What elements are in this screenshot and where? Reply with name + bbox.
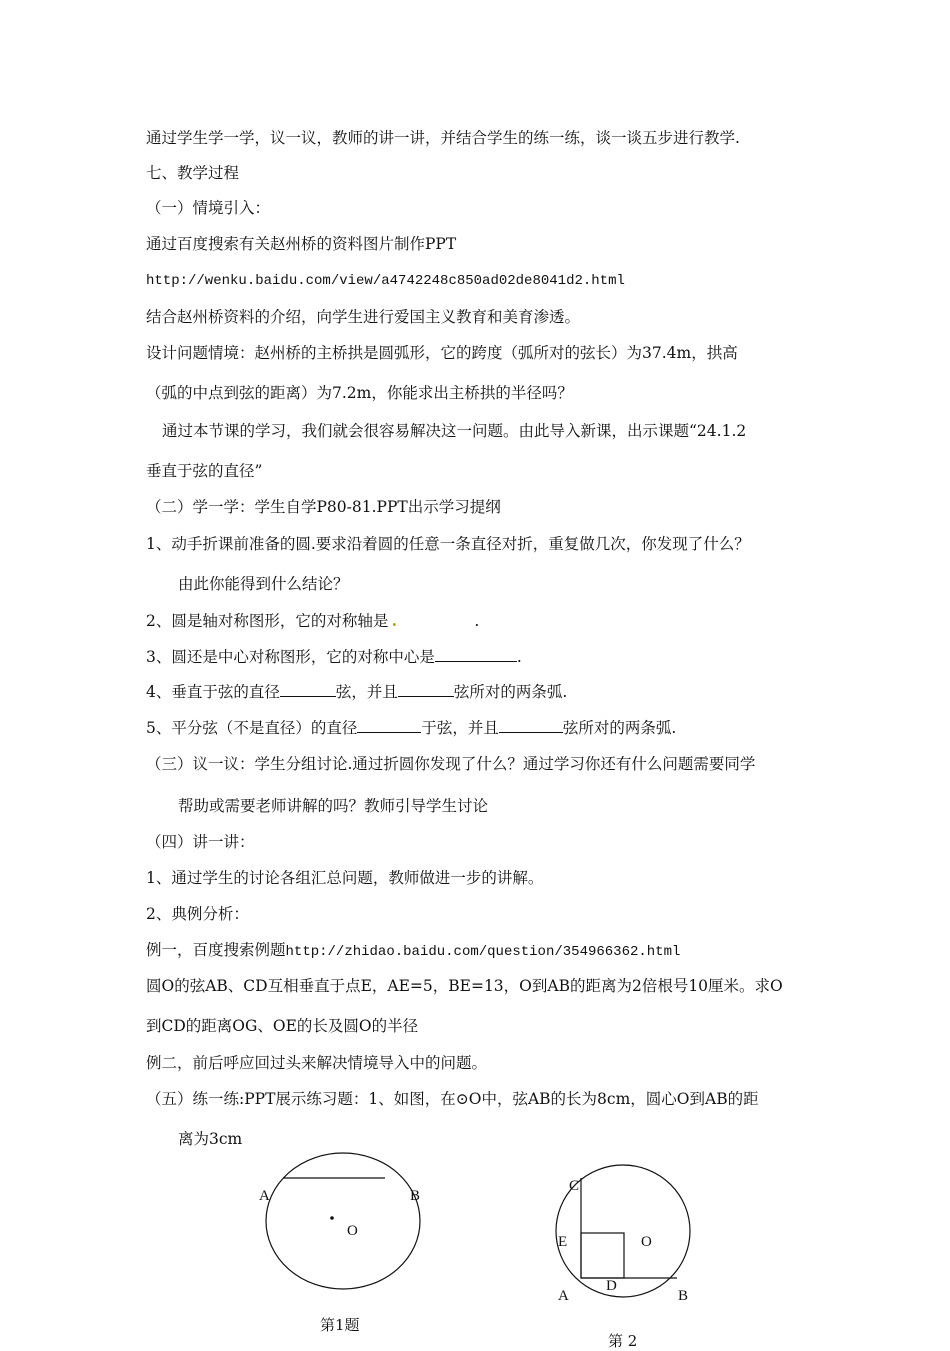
subsection-heading-4: （四）讲一讲： [146, 833, 255, 851]
subsection-heading-2: （二）学一学：学生自学P80-81.PPT出示学习提纲 [146, 498, 501, 516]
link-wenku[interactable]: http://wenku.baidu.com/view/a4742248c850ad02de8041d2.html [146, 273, 625, 289]
label-b: B [678, 1288, 689, 1304]
item-5-text-c: 弦所对的两条弧. [562, 719, 677, 737]
figure-1-caption: 第1题 [320, 1316, 360, 1334]
label-c: C [569, 1178, 580, 1194]
text-line-ppt: 通过百度搜索有关赵州桥的资料图片制作PPT [146, 235, 457, 253]
answer-blank [499, 718, 563, 733]
text-line-lead-in-2: 垂直于弦的直径” [146, 462, 263, 480]
figure-2-caption: 第 2 [608, 1332, 638, 1350]
center-point [330, 1216, 334, 1220]
text-line-explain-1: 1、通过学生的讨论各组汇总问题，教师做进一步的讲解。 [146, 869, 544, 887]
item-4-text-b: 弦，并且 [335, 683, 398, 701]
label-o: O [641, 1234, 652, 1250]
circle-shape [266, 1153, 420, 1289]
item-3-end: . [516, 648, 522, 666]
text-line-example-1 [146, 940, 680, 962]
text-line-item-1: 1、动手折课前准备的圆.要求沿着圆的任意一条直径对折，重复做几次，你发现了什么？ [146, 535, 750, 553]
item-3-text: 3、圆还是中心对称图形，它的对称中心是 [146, 648, 435, 666]
text-line-intro: 通过学生学一学，议一议，教师的讲一讲，并结合学生的练一练，谈一谈五步进行教学. [146, 129, 740, 147]
item-5-text-a: 5、平分弦（不是直径）的直径 [146, 719, 358, 737]
text-line-explain-2: 2、典例分析： [146, 905, 249, 923]
label-o: O [347, 1223, 358, 1239]
text-line-item-4 [146, 682, 567, 702]
figure-2-diagram [550, 1160, 710, 1310]
text-line-item-3 [146, 647, 522, 667]
item-4-text-a: 4、垂直于弦的直径 [146, 683, 280, 701]
answer-blank [357, 718, 421, 733]
text-line-item-2 [146, 611, 479, 631]
text-line-practice-cont: 离为3cm [178, 1130, 243, 1148]
item-2-text: 2、圆是轴对称图形，它的对称轴是 [146, 612, 389, 630]
text-line-problem-2: （弧的中点到弦的距离）为7.2m，你能求出主桥拱的半径吗？ [146, 384, 573, 402]
answer-blank [435, 647, 517, 662]
subsection-heading-5: （五）练一练:PPT展示练习题：1、如图，在⊙O中，弦AB的长为8cm，圆心O到AB的距 [146, 1090, 759, 1108]
section-heading-7: 七、教学过程 [146, 164, 240, 182]
label-e: E [558, 1234, 568, 1250]
text-line-example-1-problem: 圆O的弦AB、CD互相垂直于点E，AE=5，BE=13，O到AB的距离为2倍根号10厘米。求O [146, 977, 783, 995]
text-line-example-2: 例二，前后呼应回过头来解决情境导入中的问题。 [146, 1054, 488, 1072]
example-1-label: 例一，百度搜索例题 [146, 941, 286, 959]
figure-1-diagram [250, 1145, 450, 1290]
label-a: A [259, 1188, 270, 1204]
label-a: A [558, 1288, 569, 1304]
subsection-heading-1: （一）情境引入： [146, 199, 271, 217]
item-2-end: . [474, 612, 480, 630]
text-line-lead-in-1: 通过本节课的学习，我们就会很容易解决这一问题。由此导入新课，出示课题“24.1.2 [162, 422, 747, 440]
text-line-item-1-cont: 由此你能得到什么结论？ [178, 575, 349, 593]
text-line-patriotic: 结合赵州桥资料的介绍，向学生进行爱国主义教育和美育渗透。 [146, 308, 581, 326]
text-line-discuss-cont: 帮助或需要老师讲解的吗？教师引导学生讨论 [178, 797, 489, 815]
item-5-text-b: 于弦，并且 [421, 719, 499, 737]
text-line-problem-1: 设计问题情境：赵州桥的主桥拱是圆弧形，它的跨度（弧所对的弦长）为37.4m，拱高 [146, 344, 738, 362]
item-4-text-c: 弦所对的两条弧. [453, 683, 568, 701]
subsection-heading-3: （三）议一议：学生分组讨论.通过折圆你发现了什么？通过学习你还有什么问题需要同学 [146, 755, 756, 773]
label-b: B [410, 1188, 421, 1204]
answer-blank [398, 682, 454, 697]
label-d: D [606, 1278, 617, 1294]
right-angle-box [581, 1233, 624, 1278]
highlight-dot: . [391, 611, 398, 630]
text-line-example-1-problem-cont: 到CD的距离OG、OE的长及圆O的半径 [146, 1017, 419, 1035]
text-line-item-5 [146, 718, 676, 738]
link-zhidao[interactable]: http://zhidao.baidu.com/question/354966362.html [285, 944, 681, 960]
answer-blank [280, 682, 336, 697]
